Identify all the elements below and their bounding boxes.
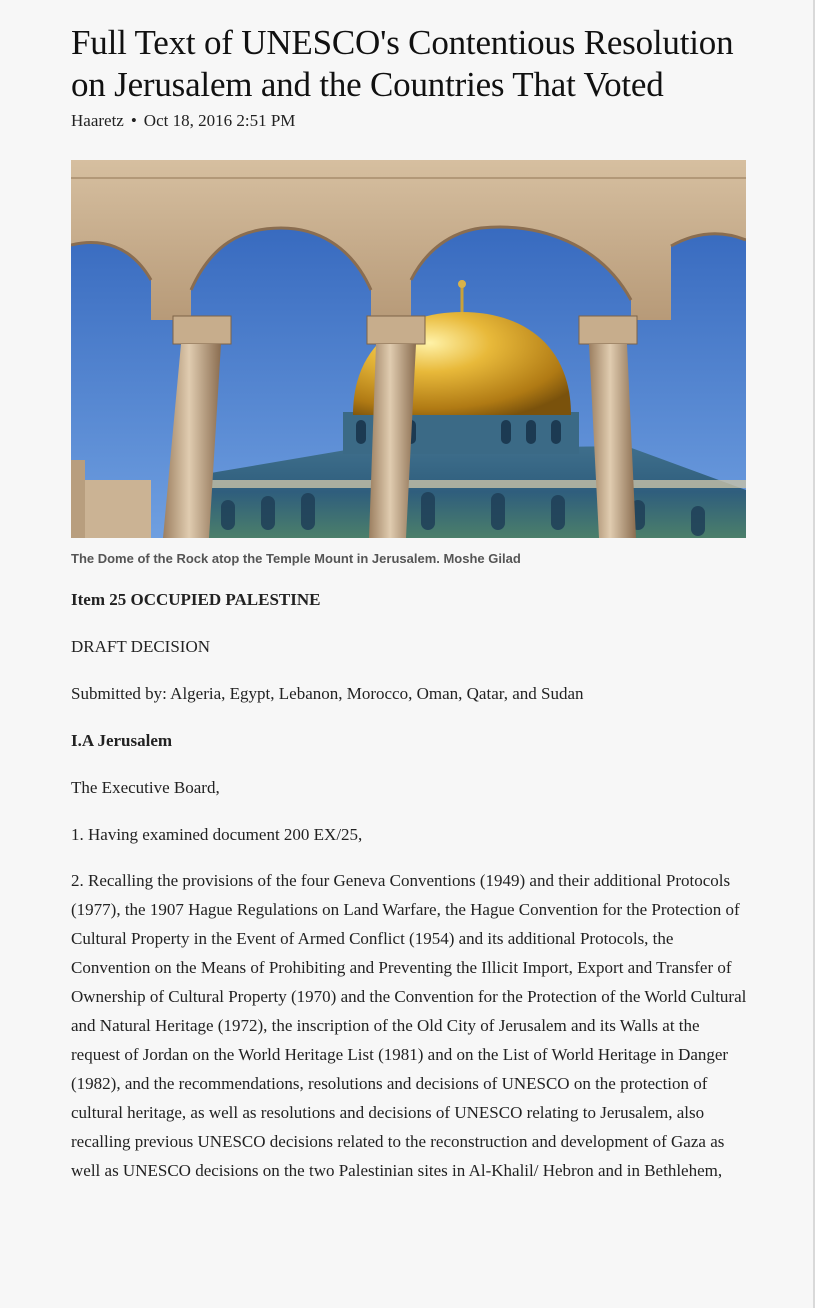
executive-board-line: The Executive Board, <box>71 778 220 797</box>
byline-date: Oct 18, 2016 2:51 PM <box>143 111 296 130</box>
draft-decision-label: DRAFT DECISION <box>71 637 211 656</box>
article-body <box>71 588 747 1185</box>
clause-2: 2. Recalling the provisions of the four Geneva Conventions (1949) and their additional Protocols (1977), the 1907 Hague Regulations on Land Warfare, the Hague Convention for the Protection of Cultural Property in the Event of Armed Conflict (1954) and its additional Protocols, the Convention on the Means of Prohibiting and Preventing the Illicit Import, Export and Transfer of Ownership of Cultural Property (1970) and the Convention for the Protection of the World Cultural and Natural Heritage (1972), the inscription of the Old City of Jerusalem and its Walls at the request of Jordan on the World Heritage List (1981) and on the List of World Heritage in Danger (1982), and the recommendations, resolutions and decisions of UNESCO on the protection of cultural heritage, as well as resolutions and decisions of UNESCO relating to Jerusalem, also recalling previous UNESCO decisions related to the reconstruction and development of Gaza as well as UNESCO decisions on the two Palestinian sites in Al-Khalil/ Hebron and in Bethlehem, <box>71 871 747 1180</box>
article-headline: Full Text of UNESCO's Contentious Resolution on Jerusalem and the Countries That Voted <box>71 23 734 104</box>
byline <box>71 110 747 132</box>
byline-source[interactable]: Haaretz <box>71 111 124 130</box>
clause-1: 1. Having examined document 200 EX/25, <box>71 825 363 844</box>
byline-separator: • <box>130 111 137 130</box>
section-heading: I.A Jerusalem <box>71 731 173 750</box>
photo-caption: The Dome of the Rock atop the Temple Mount in Jerusalem. Moshe Gilad <box>71 551 521 566</box>
item-heading: Item 25 OCCUPIED PALESTINE <box>71 590 321 609</box>
article-photo <box>71 160 746 538</box>
article <box>71 0 747 1209</box>
submitted-by: Submitted by: Algeria, Egypt, Lebanon, Morocco, Oman, Qatar, and Sudan <box>71 684 584 703</box>
